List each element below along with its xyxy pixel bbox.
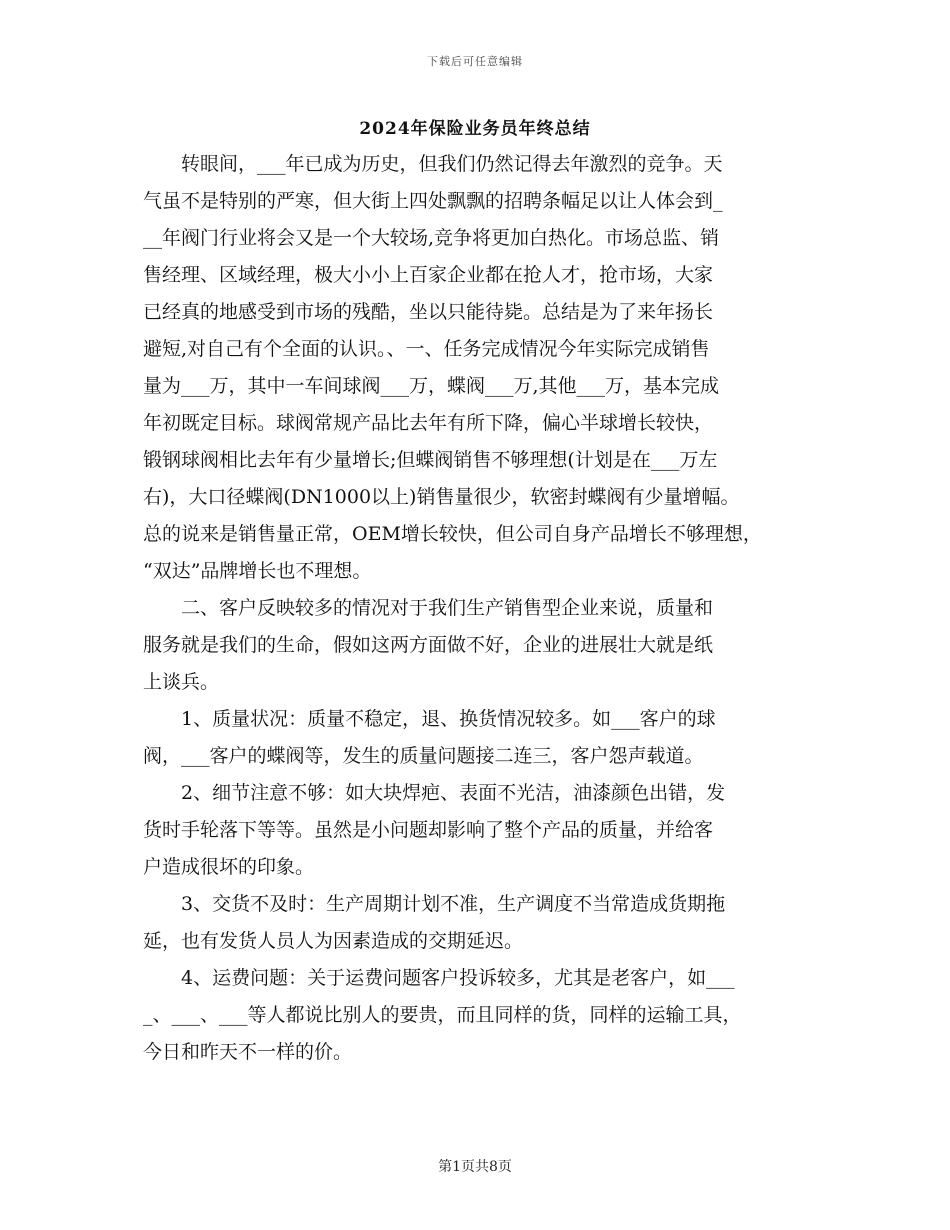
body-line: 延，也有发货人员人为因素造成的交期延迟。 (143, 930, 524, 952)
body-line: 转眼间，___年已成为历史，但我们仍然记得去年激烈的竞争。天 (143, 153, 723, 175)
body-line: 阀，___客户的蝶阀等，发生的质量问题接二连三，客户怨声载道。 (143, 745, 704, 767)
header-note: 下载后可任意编辑 (427, 55, 523, 68)
body-line: 货时手轮落下等等。虽然是小问题却影响了整个产品的质量，并给客 (143, 819, 714, 841)
page-footer: 第1页共8页 (438, 1159, 512, 1175)
body-line: 锻钢球阀相比去年有少量增长;但蝶阀销售不够理想(计划是在___万左 (143, 449, 718, 471)
body-line: 避短,对自己有个全面的认识。、一、任务完成情况今年实际完成销售 (143, 338, 710, 360)
body-line: 户造成很坏的印象。 (143, 856, 315, 878)
body-line: 4、运费问题：关于运费问题客户投诉较多，尤其是老客户，如___ (143, 967, 735, 989)
body-line: 1、质量状况：质量不稳定，退、换货情况较多。如___客户的球 (143, 708, 716, 730)
body-line: 总的说来是销售量正常，OEM增长较快，但公司自身产品增长不够理想， (143, 523, 762, 545)
body-line: 2、细节注意不够：如大块焊疤、表面不光洁，油漆颜色出错，发 (143, 782, 726, 804)
body-line: “双达”品牌增长也不理想。 (143, 560, 372, 582)
body-line: 上谈兵。 (143, 671, 220, 693)
document-title: 2024年保险业务员年终总结 (359, 119, 591, 139)
body-line: __年阀门行业将会又是一个大较场,竞争将更加白热化。市场总监、销 (143, 227, 720, 249)
body-line: 年初既定目标。球阀常规产品比去年有所下降，偏心半球增长较快， (143, 412, 714, 434)
body-line: 今日和昨天不一样的价。 (143, 1041, 353, 1063)
body-line: 右)，大口径蝶阀(DN1000以上)销售量很少，软密封蝶阀有少量增幅。 (143, 486, 740, 508)
body-line: 量为___万，其中一车间球阀___万，蝶阀___万,其他___万，基本完成 (143, 375, 720, 397)
body-line: 已经真的地感受到市场的残酷，坐以只能待毙。总结是为了来年扬长 (143, 301, 714, 323)
body-line: 二、客户反映较多的情况对于我们生产销售型企业来说，质量和 (143, 597, 714, 619)
document-body (143, 146, 827, 1071)
body-line: 售经理、区域经理，极大小小上百家企业都在抢人才，抢市场，大家 (143, 264, 714, 286)
body-line: 3、交货不及时：生产周期计划不准，生产调度不当常造成货期拖 (143, 893, 726, 915)
body-line: _、___、___等人都说比别人的要贵，而且同样的货，同样的运输工具， (143, 1004, 742, 1026)
body-line: 服务就是我们的生命，假如这两方面做不好，企业的进展壮大就是纸 (143, 634, 714, 656)
body-line: 气虽不是特别的严寒，但大街上四处飘飘的招聘条幅足以让人体会到_ (143, 190, 723, 212)
